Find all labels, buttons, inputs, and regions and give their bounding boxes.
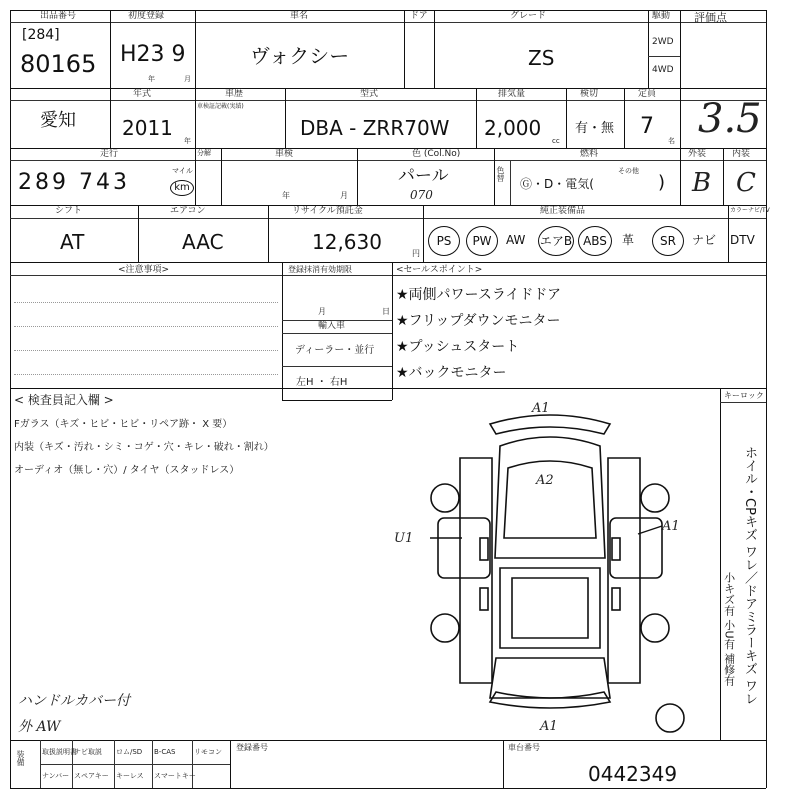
recycle-label: リサイクル預託金: [292, 206, 363, 216]
unit-label: 分解: [197, 149, 211, 157]
mileage-unit-mile: マイル: [172, 167, 193, 175]
diagram-mark-right: A1: [662, 519, 680, 534]
model-type-value: DBA - ZRR70W: [300, 116, 450, 140]
diagram-mark-hood: A2: [536, 473, 554, 488]
diagram-mark-front: A1: [532, 401, 550, 416]
displacement-unit: cc: [552, 137, 560, 145]
sales-point-item: ★両側パワースライドドア: [396, 287, 562, 303]
model-year-label: 年式: [133, 89, 152, 99]
color-label: 色 (Col.No): [412, 149, 461, 159]
handwritten-note: ハンドルカバー付: [18, 693, 130, 709]
inspection-year-unit: 年: [282, 191, 290, 200]
region-value: 愛知: [40, 110, 76, 131]
ac-value: 有・無: [575, 121, 615, 136]
color-change-label: 色替: [496, 166, 505, 182]
car-name-label: 車名: [290, 11, 309, 21]
equipment-7: ナビ: [692, 233, 717, 247]
mileage-label: 走行: [100, 149, 119, 159]
aircon-value: AAC: [182, 230, 224, 254]
interior-value: C: [736, 168, 756, 198]
shift-value: AT: [60, 230, 85, 254]
sales-point-item: ★バックモニター: [396, 365, 507, 381]
vertical-note-damage: ホイル・CPキズ ワレ／ドアミラーキズ ワレ: [741, 446, 757, 706]
shift-label: シフト: [55, 206, 83, 216]
diagram-mark-rear: A1: [540, 719, 558, 734]
bottom-item: ナンバー: [42, 772, 70, 780]
import-dealer-value: ディーラー・並行: [295, 345, 375, 356]
inspector-label: < 検査員記入欄 >: [14, 393, 114, 407]
registration-expiry-label: 登録抹消有効期限: [288, 265, 352, 274]
score-label: 評価点: [694, 11, 727, 24]
cert-sub-label: 車検証記載(実績): [197, 103, 244, 110]
fuel-label: 燃料: [580, 149, 599, 159]
first-reg-year-unit: 年: [148, 75, 155, 83]
capacity-unit: 名: [668, 137, 675, 145]
reg-no-label: 登録番号: [236, 743, 268, 752]
lot-prefix: [284]: [22, 27, 60, 43]
handle-value: 左H ・ 右H: [296, 377, 348, 388]
sales-points-label: <セールスポイント>: [396, 265, 483, 275]
notes-area: [14, 280, 278, 380]
car-name-value: ヴォクシー: [250, 44, 350, 68]
fuel-other-label: その他: [618, 167, 639, 175]
bottom-item: B-CAS: [154, 748, 176, 756]
navi-tv-label: カラーナビ/TV: [730, 207, 770, 214]
drive-label: 駆動: [652, 11, 671, 21]
bottom-item: スマートキー: [154, 772, 196, 780]
bottom-left-label: 装備: [16, 750, 25, 766]
color-name-value: パール: [398, 166, 449, 186]
equipment-6: SR: [652, 226, 684, 256]
bottom-item: ナビ取説: [74, 748, 102, 756]
equipment-label: 純正装備品: [540, 206, 586, 216]
recycle-value: 12,630: [312, 230, 382, 254]
diagram-mark-left: U1: [394, 531, 414, 546]
bottom-item: リモコン: [194, 748, 222, 756]
model-year-unit: 年: [184, 137, 191, 145]
equipment-8: DTV: [730, 233, 755, 247]
bottom-item: 取扱説明書: [42, 748, 77, 756]
lot-number: 80165: [20, 50, 97, 78]
equipment-4: ABS: [578, 226, 612, 256]
equipment-2: AW: [506, 233, 526, 247]
model-type-label: 型式: [360, 89, 379, 99]
vertical-note-repair: 小キズ有 小U有 補修有: [722, 572, 736, 687]
exterior-label: 外装: [688, 149, 707, 159]
aircon-label: エアコン: [170, 206, 206, 216]
car-diagram: [394, 398, 710, 738]
inspector-line: Fガラス（キズ・ヒビ・ヒビ・リペア跡・ X 要）: [14, 419, 233, 430]
equipment-1: PW: [466, 226, 498, 256]
bottom-item: キーレス: [116, 772, 144, 780]
reg-month-unit: 月: [318, 307, 326, 316]
capacity-value: 7: [640, 114, 654, 139]
inspection-month-unit: 月: [340, 191, 348, 200]
first-reg-label: 初度登録: [128, 11, 165, 21]
door-label: ドア: [410, 11, 428, 21]
vehicle-no-label: 車台番号: [508, 743, 540, 752]
recycle-unit: 円: [412, 249, 420, 258]
equipment-0: PS: [428, 226, 460, 256]
drive-2wd: 2WD: [652, 37, 674, 47]
interior-label: 内装: [732, 149, 751, 159]
cert-label: 車歴: [225, 89, 244, 99]
model-year-value: 2011: [122, 116, 173, 140]
displacement-label: 排気量: [498, 89, 526, 99]
fuel-close: ): [658, 172, 666, 193]
grade-label: グレード: [510, 11, 547, 21]
key-lock-label: キーロック: [724, 391, 764, 400]
capacity-label: 定員: [638, 89, 657, 99]
handwritten-note-aw: 外 AW: [18, 719, 61, 735]
lot-no-label: 出品番号: [40, 11, 77, 21]
first-reg-month-unit: 月: [184, 75, 191, 83]
reg-day-unit: 日: [382, 307, 390, 316]
exterior-value: B: [692, 168, 712, 198]
equipment-3: エアB: [538, 226, 574, 256]
notes-label: <注意事項>: [118, 265, 170, 275]
vehicle-no-value: 0442349: [588, 762, 678, 786]
grade-value: ZS: [528, 46, 555, 70]
drive-4wd: 4WD: [652, 65, 674, 75]
equipment-5: 革: [622, 233, 635, 247]
import-car-label: 輸入車: [318, 321, 346, 331]
mileage-value: 289 743: [18, 170, 130, 195]
inspector-line: 内装（キズ・汚れ・シミ・コゲ・穴・キレ・破れ・割れ）: [14, 442, 274, 453]
sales-point-item: ★フリップダウンモニター: [396, 313, 561, 329]
first-reg-value: H23 9: [120, 42, 186, 67]
sales-point-item: ★プッシュスタート: [396, 339, 520, 355]
displacement-value: 2,000: [484, 116, 542, 140]
fuel-value: Ⓖ・D・電気(: [520, 177, 594, 191]
bottom-item: スペアキー: [74, 772, 109, 780]
mileage-unit-km: km: [170, 180, 194, 196]
bottom-item: ロム/SD: [116, 748, 143, 756]
color-code-value: 070: [410, 188, 433, 202]
inspection-label: 車検: [275, 149, 294, 159]
score-value: 3.5: [698, 96, 762, 142]
inspector-line: オーディオ（無し・穴）/ タイヤ（スタッドレス）: [14, 465, 240, 476]
ac-label: 検切: [580, 89, 599, 99]
